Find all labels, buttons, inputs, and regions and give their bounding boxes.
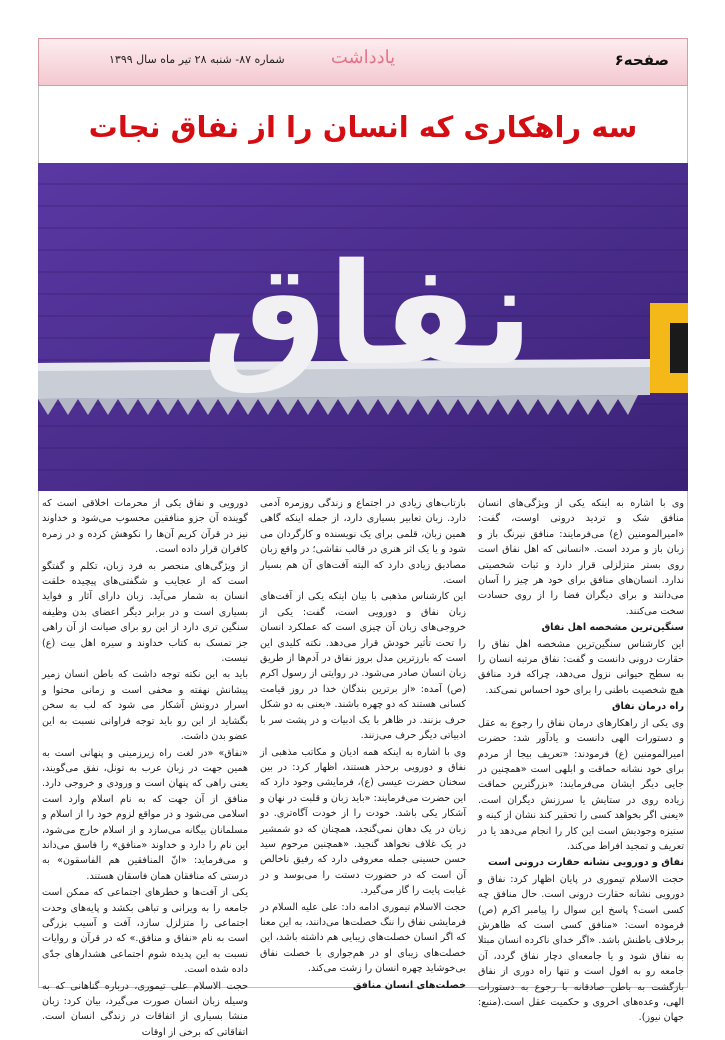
subheading: راه درمان نفاق — [611, 701, 684, 713]
paragraph: «نفاق» «در لغت راه زیرزمینی و پنهانی است به همین جهت در زبان عرب به تونل، نفق می‌گویند، یعنی راهی که پنهان است و ورودی و خروجی دارد. منافق از آن جهت که به نام اسلام وارد است اسلامی می‌شود و در مواقع لزوم خود را از اسلام و مسلمانان بیگانه می‌سازد و از اسلام خارج می‌شود، این نام را دارد و خداوند «منافق» را فاسق می‌داند و می‌فرماید: «انّ المنافقین هم الفاسقون» به درستی که منافقان همان فاسقان هستند. — [42, 747, 248, 882]
page-header — [38, 38, 688, 86]
nefagh-artwork — [38, 163, 688, 491]
paragraph: دورویی و نفاق یکی از محرمات اخلاقی است که گوینده آن جزو منافقین محسوب می‌شود و خداوند نیز در قرآن کریم آن‌ها را نکوهش کرده و در زمره کافران قرار داده است. — [42, 498, 248, 556]
subheading: سنگین‌ترین مشخصه اهل نفاق — [541, 622, 684, 634]
paragraph: وی با اشاره به اینکه همه ادیان و مکاتب مذهبی از نفاق و دورویی برحذر هستند، اظهار کرد: در بین سخنان حضرت عیسی (ع)، فرمایشی وجود دارد که این حضرت می‌فرمایند: «باید زبان و قلبت در نهان و آشکار یکی باشد. خودت را از خودت آگاه‌تری. دو زبان در یک دهان نمی‌گنجد، همچنان که دو شمشیر در یک غلاف نخواهد گنجید. «همچنین مرحوم سید حسن حسینی جمله معروفی دارد که رفیق ناخالص آن است که در حضورت دستت را می‌بوسد و در غیابت پایت را گاز می‌گیرد. — [260, 746, 466, 897]
article-column-left — [478, 496, 684, 1024]
issue-info: شماره ۸۷- شنبه ۲۸ تیر ماه سال ۱۳۹۹ — [109, 53, 285, 66]
article-body — [42, 496, 684, 1038]
paragraph: حجت الاسلام تیموری ادامه داد: علی علیه السلام در فرمایشی نفاق را ننگ خصلت‌ها می‌دانند، به این معنا که اگر انسان خصلت‌های زیبایی هم داشته باشد، این خصلت‌های زیبای او در هم‌جواری با خصلت نفاق بی‌خوشاید چهره انسان را زشت می‌کند. — [260, 901, 466, 975]
paragraph: وی یکی از راهکارهای درمان نفاق را رجوع به عقل و دستورات الهی دانست و یادآور شد: حضرت امیرالمومنین (ع) فرمودند: «تعریف بیجا از مردم برای خود نشانه حماقت و ابلهی است «همچنین در جایی دیگر ایشان می‌فرمایند: «بزرگترین حماقت زیاده روی در ستایش یا سرزنش دیگران است. «یعنی اگر بخواهد کسی را تحقیر کند نشان از کینه و ستیزه وجودیش است این کار را انجام می‌دهد یا در تعریف و تمجید افراط می‌کند. — [478, 717, 684, 852]
hero-image — [38, 163, 688, 491]
headline: سه راهکاری که انسان را از نفاق نجات — [88, 110, 638, 144]
subheading: خصلت‌های انسان منافق — [353, 979, 466, 991]
paragraph: وی با اشاره به اینکه یکی از ویژگی‌های انسان منافق شک و تردید درونی اوست، گفت: «امیرالمومنین (ع) می‌فرمایند: منافق نیرنگ باز و زبان باز و مردد است. «انسانی که اهل نفاق است روی بستر متزلزلی قرار دارد و ثبات شخصیتی ندارد. انسان‌های منافق برای خود هر چیز را آسان می‌دانند و برای دیگران فضا را از روی حسادت سخت می‌کنند. — [478, 498, 684, 617]
article-column-middle — [260, 496, 466, 991]
paragraph: حجت الاسلام تیموری در پایان اظهار کرد: نفاق و دورویی نشانه حقارت درونی است. حال منافق چه کسی است؟ پاسخ این سوال را پیامبر اکرم (ص) فرموده است: «منافق کسی است که ظاهرش برخلاف باطنش باشد. «اگر خدای ناکرده انسان مبتلا به نفاق شود و یا جامعه‌ای دچار نفاق گردد، آن جامعه رو به افول است و تنها راه دوری از نفاق بازگشت به باطن صادقانه با رجوع به دستورات الهی، وعده‌های اخروی و حکمیت عقل است.(منبع: جهان نیوز). — [478, 873, 684, 1024]
page-number: صفحه۶ — [614, 51, 669, 69]
section-title: یادداشت — [330, 47, 396, 68]
hero-word: نفاق — [202, 234, 534, 397]
paragraph: این کارشناس مذهبی با بیان اینکه یکی از آفت‌های زبان نفاق و دورویی است، گفت: یکی از خروجی‌های زبان آن چیزی است که عملکرد انسان را تحت تأثیر خودش قرار می‌دهد. نکته کلیدی این است که بارزترین مدل بروز نفاق در آدم‌ها از طریق زبان انسان صادر می‌شود. در روایتی از رسول اکرم (ص) آمده: «از برترین بندگان خدا در روز قیامت کسانی هستند که دو چهره باشند. «یعنی به دو شکل حرف بزنند. در ظاهر با یک ادبیات و در پشت سر با ادبیاتی دیگر حرف می‌زنند. — [260, 591, 466, 742]
paragraph: یکی از آفت‌ها و خطرهای اجتماعی که ممکن است جامعه را به ویرانی و تباهی بکشد و پایه‌های وحدت اجتماعی را متزلزل سازد، آفت و آسیب بزرگی است به نام «نفاق و منافق.» که در قرآن و روایات نسبت به این پدیده شوم اجتماعی هشدارهای جدّی داده شده است. — [42, 887, 248, 976]
article-column-right — [42, 496, 248, 1038]
paragraph: از ویژگی‌های منحصر به فرد زبان، تکلم و گفتگو است که از عجایب و شگفتی‌های پیچیده خلقت انسان به شمار می‌آید. زبان دارای آثار و فواید بسیاری است و در برابر دیگر اعضای بدن وظیفه سنگین تری دارد از این رو برای صیانت از آن راهی جز تمسک به کتاب خداوند و سیره اهل بیت (ع) نیست. — [42, 560, 248, 665]
subheading: نفاق و دورویی نشانه حقارت درونی است — [488, 857, 684, 869]
paragraph: باید به این نکته توجه داشت که باطن انسان زمیر پیشانش نهفته و مخفی است و زمانی محتوا و اسرار درونش آشکار می شود که لب به سخن بگشاید از این رو باید توجه فراوانی نسبت به این عضو بدن داشت. — [42, 669, 248, 743]
paragraph: حجت الاسلام علی تیموری، درباره گناهانی که به وسیله زبان انسان صورت می‌گیرد، بیان کرد: زبان منشا بسیاری از اتفاقات در زندگی انسان است. اتفاقاتی که برخی از اوقات — [42, 980, 248, 1038]
paragraph: این کارشناس سنگین‌ترین مشخصه اهل نفاق را حقارت درونی دانست و گفت: نفاق مرتبه انسان را به سطح حیوانی نزول می‌دهد، چراکه فرد منافق هیچ شخصیت باطنی را برای خود احساس نمی‌کند. — [478, 638, 684, 696]
paragraph: بازتاب‌های زیادی در اجتماع و زندگی روزمره آدمی دارد. زبان تعابیر بسیاری دارد، از جمله اینکه گاهی همین زبان، قلمی برای یک نویسنده و کارگردان می شود و یا یک اثر هنری در قالب نقاشی؛ در واقع زبان مصادیق زیادی دارد که البته آفت‌های آن هم بسیار است. — [260, 498, 466, 587]
